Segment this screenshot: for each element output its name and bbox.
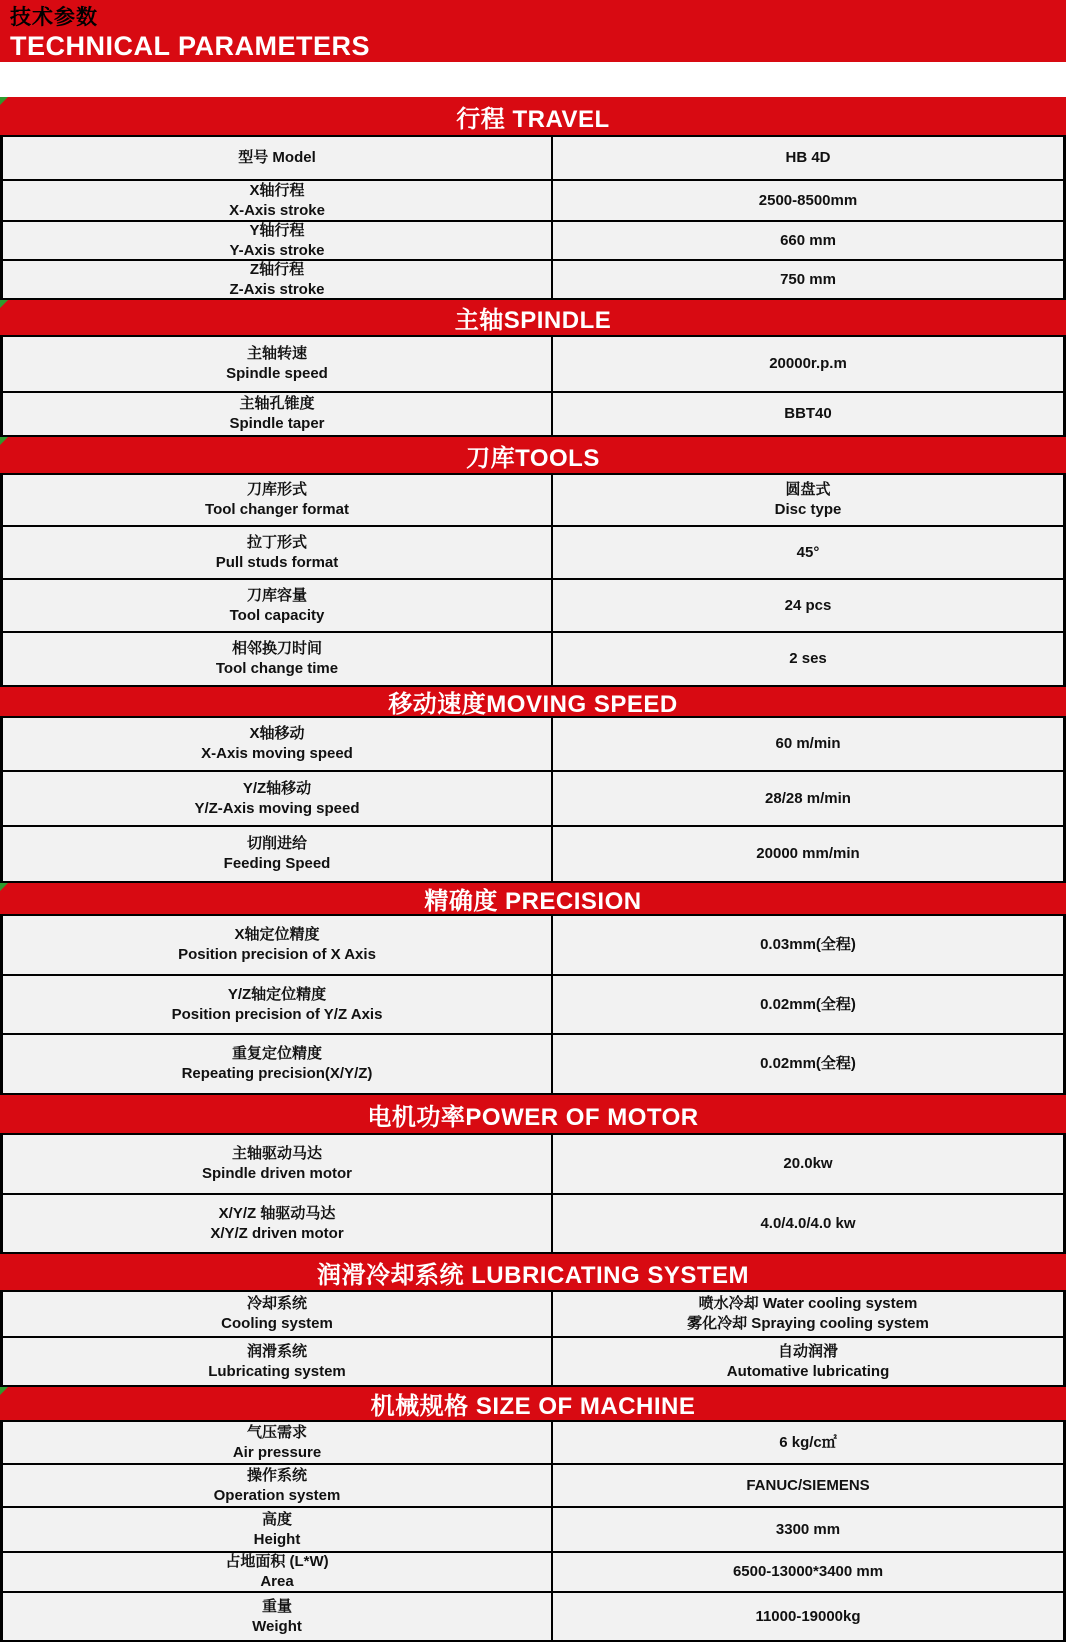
parameter-value-cell: [553, 181, 1063, 220]
parameter-value-cell: [553, 827, 1063, 881]
table-row: [0, 1338, 1066, 1387]
section-header: [0, 687, 1066, 718]
value-line: 20000 mm/min: [756, 845, 860, 862]
parameter-value-cell: [553, 137, 1063, 179]
label-line-english: Y-Axis stroke: [229, 241, 325, 259]
table-row: [0, 633, 1066, 687]
label-line-english: X-Axis moving speed: [201, 745, 353, 762]
table-row: [0, 1553, 1066, 1593]
label-line-english: Tool change time: [215, 660, 339, 677]
parameter-value-cell: [553, 916, 1063, 974]
label-line-primary: 重复定位精度: [231, 1045, 322, 1062]
parameter-label-cell: [3, 1338, 553, 1385]
section-header: [0, 883, 1066, 916]
parameter-label-cell: [3, 580, 553, 631]
label-line-primary: X轴行程: [249, 181, 305, 199]
value-line: 雾化冷却 Spraying cooling system: [687, 1315, 929, 1332]
parameter-label-cell: [3, 1508, 553, 1551]
parameter-label-cell: [3, 137, 553, 179]
parameter-label-cell: [3, 1465, 553, 1506]
label-line-primary: 重量: [261, 1597, 292, 1615]
parameter-value-cell: [553, 718, 1063, 770]
label-line-english: Weight: [252, 1617, 302, 1635]
label-line-primary: 切削进给: [246, 835, 307, 852]
table-row: [0, 1035, 1066, 1095]
value-line: 45°: [796, 543, 820, 561]
value-line: 4.0/4.0/4.0 kw: [760, 1214, 856, 1232]
parameter-label-cell: [3, 1593, 553, 1640]
table-row: [0, 1135, 1066, 1195]
table-row: [0, 1508, 1066, 1553]
value-line: 0.03mm(全程): [760, 936, 856, 953]
label-line-english: Spindle taper: [229, 415, 325, 432]
label-line-english: Lubricating system: [208, 1362, 346, 1380]
comment-triangle-icon: [0, 883, 8, 891]
label-line-english: Spindle speed: [226, 365, 328, 382]
parameter-label-cell: [3, 1035, 553, 1093]
parameter-label-cell: [3, 827, 553, 881]
label-line-english: Pull studs format: [215, 553, 339, 571]
table-row: [0, 1422, 1066, 1465]
parameter-label-cell: [3, 772, 553, 825]
label-line-english: Tool capacity: [229, 606, 325, 624]
label-line-english: Tool changer format: [205, 501, 349, 518]
parameter-value-cell: [553, 1508, 1063, 1551]
table-row: [0, 580, 1066, 633]
section-header-label: 电机功率POWER OF MOTOR: [367, 1103, 699, 1131]
value-line: 6 kg/c㎡: [779, 1433, 837, 1451]
parameter-label-cell: [3, 1553, 553, 1591]
table-row: [0, 772, 1066, 827]
label-line-primary: 相邻换刀时间: [231, 640, 322, 657]
value-line: 6500-13000*3400 mm: [732, 1563, 884, 1580]
parameter-value-cell: [553, 1195, 1063, 1252]
section-header-label: 机械规格 SIZE OF MACHINE: [370, 1393, 696, 1420]
label-line-primary: X轴移动: [249, 725, 305, 742]
parameter-label-cell: [3, 261, 553, 298]
parameter-label-cell: [3, 1422, 553, 1463]
label-line-english: Repeating precision(X/Y/Z): [181, 1065, 373, 1082]
value-line: 自动润滑: [777, 1342, 838, 1360]
value-line: FANUC/SIEMENS: [746, 1476, 870, 1494]
section-header-label: 移动速度MOVING SPEED: [388, 691, 678, 718]
parameter-value-cell: [553, 337, 1063, 391]
label-line-primary: 气压需求: [246, 1423, 307, 1441]
section-header-label: 行程 TRAVEL: [456, 105, 610, 133]
section-header-label: 刀库TOOLS: [466, 444, 600, 472]
section-header: [0, 1254, 1066, 1292]
section-header: [0, 97, 1066, 137]
spacer: [0, 62, 1066, 97]
parameter-label-cell: [3, 337, 553, 391]
parameter-value-cell: [553, 772, 1063, 825]
parameter-value-cell: [553, 633, 1063, 685]
parameter-value-cell: [553, 261, 1063, 298]
table-row: [0, 1593, 1066, 1642]
section-header: [0, 437, 1066, 475]
comment-triangle-icon: [0, 437, 8, 445]
label-line-english: Cooling system: [221, 1315, 333, 1332]
label-line-primary: 刀库容量: [246, 586, 307, 604]
comment-triangle-icon: [0, 97, 8, 105]
parameter-value-cell: [553, 1465, 1063, 1506]
value-line: 2 ses: [789, 650, 827, 667]
label-line-primary: 润滑系统: [246, 1342, 307, 1360]
table-row: [0, 222, 1066, 261]
value-line: 28/28 m/min: [765, 789, 851, 807]
value-line: BBT40: [784, 405, 832, 422]
parameter-value-cell: [553, 1422, 1063, 1463]
label-line-primary: 占地面积 (L*W): [225, 1553, 329, 1570]
value-line: 0.02mm(全程): [760, 995, 856, 1013]
value-line: 24 pcs: [784, 596, 832, 614]
value-line: 750 mm: [780, 270, 836, 288]
label-line-primary: Y/Z轴定位精度: [227, 985, 327, 1003]
table-row: [0, 718, 1066, 772]
section-header-label: 润滑冷却系统 LUBRICATING SYSTEM: [316, 1261, 750, 1289]
parameter-value-cell: [553, 527, 1063, 578]
label-line-primary: 高度: [261, 1510, 292, 1528]
table-row: [0, 1292, 1066, 1338]
label-line-english: Feeding Speed: [223, 855, 331, 872]
label-line-english: X/Y/Z driven motor: [210, 1224, 344, 1242]
parameter-label-cell: [3, 916, 553, 974]
comment-triangle-icon: [0, 300, 8, 308]
parameter-label-cell: [3, 1135, 553, 1193]
section-header: [0, 1095, 1066, 1135]
value-line: 2500-8500mm: [758, 191, 858, 209]
value-line: Disc type: [774, 501, 842, 518]
table-row: [0, 527, 1066, 580]
label-line-primary: 主轴驱动马达: [231, 1145, 322, 1162]
value-line: 20000r.p.m: [769, 355, 847, 372]
value-line: 660 mm: [780, 231, 836, 249]
label-line-primary: X轴定位精度: [234, 926, 320, 943]
label-line-english: Spindle driven motor: [201, 1165, 352, 1182]
page-title-english: TECHNICAL PARAMETERS: [10, 31, 371, 61]
page-title-chinese: 技术参数: [10, 6, 98, 29]
parameter-label-cell: [3, 181, 553, 220]
parameter-value-cell: [553, 1135, 1063, 1193]
parameter-label-cell: [3, 976, 553, 1033]
label-line-primary: 型号 Model: [238, 149, 316, 166]
parameter-label-cell: [3, 633, 553, 685]
label-line-english: X-Axis stroke: [229, 201, 325, 219]
label-line-english: Height: [253, 1530, 301, 1548]
parameter-label-cell: [3, 475, 553, 525]
value-line: 11000-19000kg: [755, 1607, 861, 1625]
value-line: HB 4D: [785, 149, 831, 166]
label-line-english: Z-Axis stroke: [229, 280, 325, 298]
label-line-primary: 刀库形式: [246, 481, 307, 498]
parameter-label-cell: [3, 393, 553, 435]
label-line-english: Y/Z-Axis moving speed: [194, 799, 360, 817]
parameter-label-cell: [3, 527, 553, 578]
value-line: 3300 mm: [775, 1520, 841, 1538]
value-line: Automative lubricating: [726, 1362, 890, 1380]
label-line-english: Operation system: [213, 1486, 341, 1504]
value-line: 喷水冷却 Water cooling system: [698, 1295, 918, 1312]
spec-table: [0, 97, 1066, 1642]
label-line-english: Position precision of Y/Z Axis: [171, 1005, 383, 1023]
section-header-label: 主轴SPINDLE: [454, 307, 612, 334]
parameter-value-cell: [553, 1553, 1063, 1591]
parameter-label-cell: [3, 718, 553, 770]
value-line: 20.0kw: [783, 1155, 833, 1172]
parameter-label-cell: [3, 1195, 553, 1252]
label-line-primary: X/Y/Z 轴驱动马达: [218, 1204, 336, 1222]
parameter-label-cell: [3, 1292, 553, 1336]
value-line: 圆盘式: [785, 481, 831, 498]
label-line-primary: Y轴行程: [249, 221, 305, 239]
table-row: [0, 337, 1066, 393]
table-row: [0, 393, 1066, 437]
label-line-primary: 主轴转速: [246, 345, 307, 362]
label-line-primary: Y/Z轴移动: [242, 779, 312, 797]
label-line-english: Area: [260, 1573, 294, 1590]
table-row: [0, 1465, 1066, 1508]
table-row: [0, 1195, 1066, 1254]
parameter-value-cell: [553, 475, 1063, 525]
parameter-value-cell: [553, 222, 1063, 259]
value-line: 0.02mm(全程): [760, 1055, 856, 1072]
value-line: 60 m/min: [775, 735, 841, 752]
label-line-primary: 主轴孔锥度: [239, 395, 315, 412]
label-line-english: Position precision of X Axis: [178, 946, 376, 963]
table-row: [0, 137, 1066, 181]
table-row: [0, 475, 1066, 527]
table-row: [0, 261, 1066, 300]
label-line-english: Air pressure: [232, 1443, 322, 1461]
parameter-value-cell: [553, 1338, 1063, 1385]
label-line-primary: 冷却系统: [246, 1295, 307, 1312]
parameter-value-cell: [553, 976, 1063, 1033]
label-line-primary: 操作系统: [246, 1466, 307, 1484]
label-line-primary: Z轴行程: [249, 260, 305, 278]
label-line-primary: 拉丁形式: [246, 533, 307, 551]
section-header: [0, 300, 1066, 337]
section-header: [0, 1387, 1066, 1422]
parameter-value-cell: [553, 1292, 1063, 1336]
parameter-label-cell: [3, 222, 553, 259]
parameter-value-cell: [553, 1035, 1063, 1093]
table-row: [0, 976, 1066, 1035]
parameter-value-cell: [553, 393, 1063, 435]
table-row: [0, 181, 1066, 222]
comment-triangle-icon: [0, 1387, 8, 1395]
title-banner: [0, 0, 1066, 62]
parameter-value-cell: [553, 580, 1063, 631]
table-row: [0, 827, 1066, 883]
section-header-label: 精确度 PRECISION: [424, 888, 642, 915]
table-row: [0, 916, 1066, 976]
parameter-value-cell: [553, 1593, 1063, 1640]
